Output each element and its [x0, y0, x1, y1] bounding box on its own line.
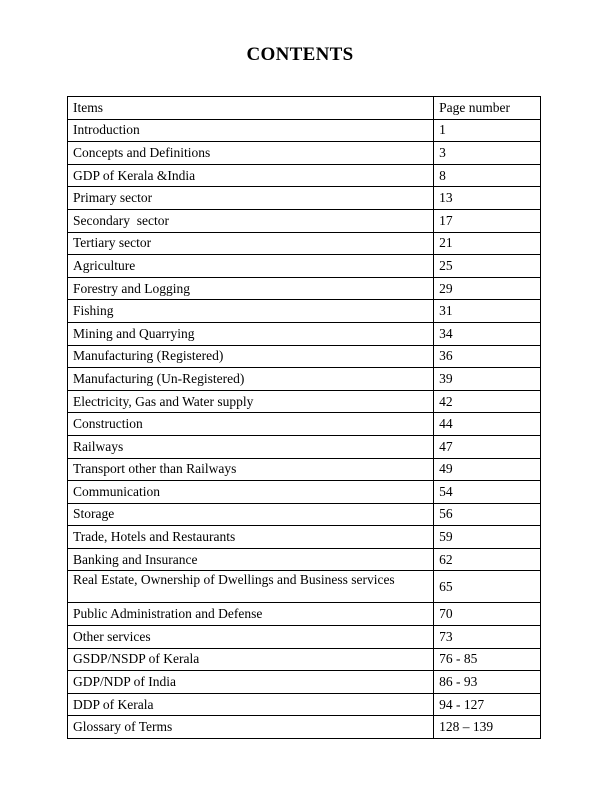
toc-page-number: 128 – 139 [434, 716, 541, 739]
table-row [68, 164, 541, 187]
toc-item: Tertiary sector [68, 232, 434, 255]
table-row [68, 458, 541, 481]
table-row [68, 526, 541, 549]
table-row [68, 503, 541, 526]
column-header-page-number: Page number [434, 97, 541, 120]
toc-item: Glossary of Terms [68, 716, 434, 739]
toc-item: DDP of Kerala [68, 693, 434, 716]
toc-item: Agriculture [68, 255, 434, 278]
toc-page-number: 59 [434, 526, 541, 549]
toc-item: Manufacturing (Un-Registered) [68, 368, 434, 391]
toc-page-number: 36 [434, 345, 541, 368]
page-title: CONTENTS [246, 44, 354, 65]
toc-item: Trade, Hotels and Restaurants [68, 526, 434, 549]
toc-item: GDP of Kerala &India [68, 164, 434, 187]
toc-page-number: 73 [434, 626, 541, 649]
toc-item: Storage [68, 503, 434, 526]
toc-item: Concepts and Definitions [68, 142, 434, 165]
toc-page-number: 25 [434, 255, 541, 278]
toc-item: Banking and Insurance [68, 548, 434, 571]
table-row [68, 716, 541, 739]
toc-item: Introduction [68, 119, 434, 142]
toc-item: Primary sector [68, 187, 434, 210]
table-row [68, 119, 541, 142]
table-row [68, 187, 541, 210]
toc-page-number: 42 [434, 390, 541, 413]
toc-item: Fishing [68, 300, 434, 323]
toc-page-number: 56 [434, 503, 541, 526]
toc-page-number: 49 [434, 458, 541, 481]
table-row [68, 209, 541, 232]
toc-item: Mining and Quarrying [68, 322, 434, 345]
contents-table [67, 96, 541, 739]
table-row [68, 345, 541, 368]
table-row [68, 671, 541, 694]
table-row [68, 368, 541, 391]
table-row [68, 435, 541, 458]
toc-page-number: 29 [434, 277, 541, 300]
toc-page-number: 31 [434, 300, 541, 323]
toc-item: Manufacturing (Registered) [68, 345, 434, 368]
toc-item: Secondary sector [68, 209, 434, 232]
toc-page-number: 62 [434, 548, 541, 571]
toc-item: Public Administration and Defense [68, 603, 434, 626]
table-row [68, 255, 541, 278]
toc-page-number: 54 [434, 481, 541, 504]
toc-page-number: 3 [434, 142, 541, 165]
toc-page-number: 86 - 93 [434, 671, 541, 694]
toc-item: Forestry and Logging [68, 277, 434, 300]
table-row [68, 142, 541, 165]
toc-page-number: 76 - 85 [434, 648, 541, 671]
table-row [68, 548, 541, 571]
table-row [68, 232, 541, 255]
table-row [68, 693, 541, 716]
table-row [68, 603, 541, 626]
table-row [68, 390, 541, 413]
table-row [68, 322, 541, 345]
table-header-row [68, 97, 541, 120]
toc-item: Other services [68, 626, 434, 649]
toc-page-number: 44 [434, 413, 541, 436]
table-row [68, 481, 541, 504]
toc-item: Communication [68, 481, 434, 504]
table-row [68, 413, 541, 436]
toc-page-number: 47 [434, 435, 541, 458]
toc-item: GDP/NDP of India [68, 671, 434, 694]
table-row [68, 277, 541, 300]
toc-page-number: 65 [434, 571, 541, 603]
toc-page-number: 70 [434, 603, 541, 626]
toc-item: Transport other than Railways [68, 458, 434, 481]
toc-page-number: 39 [434, 368, 541, 391]
table-row [68, 571, 541, 603]
toc-page-number: 8 [434, 164, 541, 187]
table-row [68, 648, 541, 671]
toc-page-number: 34 [434, 322, 541, 345]
toc-item: GSDP/NSDP of Kerala [68, 648, 434, 671]
toc-page-number: 17 [434, 209, 541, 232]
toc-page-number: 21 [434, 232, 541, 255]
toc-item: Real Estate, Ownership of Dwellings and Business services [68, 571, 434, 603]
toc-item: Electricity, Gas and Water supply [68, 390, 434, 413]
toc-page-number: 13 [434, 187, 541, 210]
toc-page-number: 94 - 127 [434, 693, 541, 716]
toc-item: Construction [68, 413, 434, 436]
table-row [68, 626, 541, 649]
table-row [68, 300, 541, 323]
toc-page-number: 1 [434, 119, 541, 142]
toc-item: Railways [68, 435, 434, 458]
column-header-items: Items [68, 97, 434, 120]
